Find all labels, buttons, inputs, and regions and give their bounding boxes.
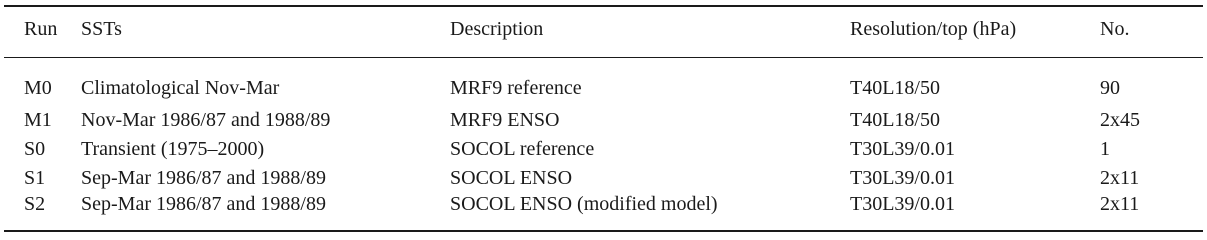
cell-no: 1	[1100, 138, 1110, 160]
cell-run: S2	[24, 193, 46, 215]
cell-resolution: T30L39/0.01	[850, 167, 955, 189]
header-description: Description	[450, 18, 544, 40]
cell-resolution: T40L18/50	[850, 109, 940, 131]
header-ssts: SSTs	[81, 18, 122, 40]
cell-run: M0	[24, 76, 52, 99]
cell-run: S1	[24, 167, 46, 189]
cell-resolution: T40L18/50	[850, 76, 940, 99]
cell-description: MRF9 reference	[450, 76, 582, 99]
table-row	[4, 135, 1203, 164]
header-run: Run	[24, 18, 58, 40]
cell-ssts: Nov-Mar 1986/87 and 1988/89	[81, 109, 331, 131]
cell-resolution: T30L39/0.01	[850, 193, 955, 215]
table-bottom-rule	[4, 230, 1203, 232]
header-resolution: Resolution/top (hPa)	[850, 18, 1017, 40]
cell-ssts: Climatological Nov-Mar	[81, 76, 280, 99]
cell-ssts: Sep-Mar 1986/87 and 1988/89	[81, 167, 326, 189]
cell-ssts: Transient (1975–2000)	[81, 138, 265, 160]
cell-resolution: T30L39/0.01	[850, 138, 955, 160]
cell-no: 90	[1100, 76, 1120, 99]
cell-description: MRF9 ENSO	[450, 109, 560, 131]
cell-description: SOCOL ENSO	[450, 167, 573, 189]
table-header-row	[4, 0, 1203, 57]
header-no: No.	[1100, 18, 1130, 40]
table-row	[4, 193, 1203, 222]
cell-description: SOCOL ENSO (modified model)	[450, 193, 718, 215]
cell-run: M1	[24, 109, 52, 131]
table-row	[4, 106, 1203, 135]
cell-no: 2x45	[1100, 109, 1140, 131]
table-row	[4, 57, 1203, 106]
cell-no: 2x11	[1100, 193, 1140, 215]
cell-no: 2x11	[1100, 167, 1140, 189]
cell-description: SOCOL reference	[450, 138, 595, 160]
cell-run: S0	[24, 138, 46, 160]
cell-ssts: Sep-Mar 1986/87 and 1988/89	[81, 193, 326, 215]
runs-table	[4, 0, 1203, 222]
table-row	[4, 164, 1203, 193]
